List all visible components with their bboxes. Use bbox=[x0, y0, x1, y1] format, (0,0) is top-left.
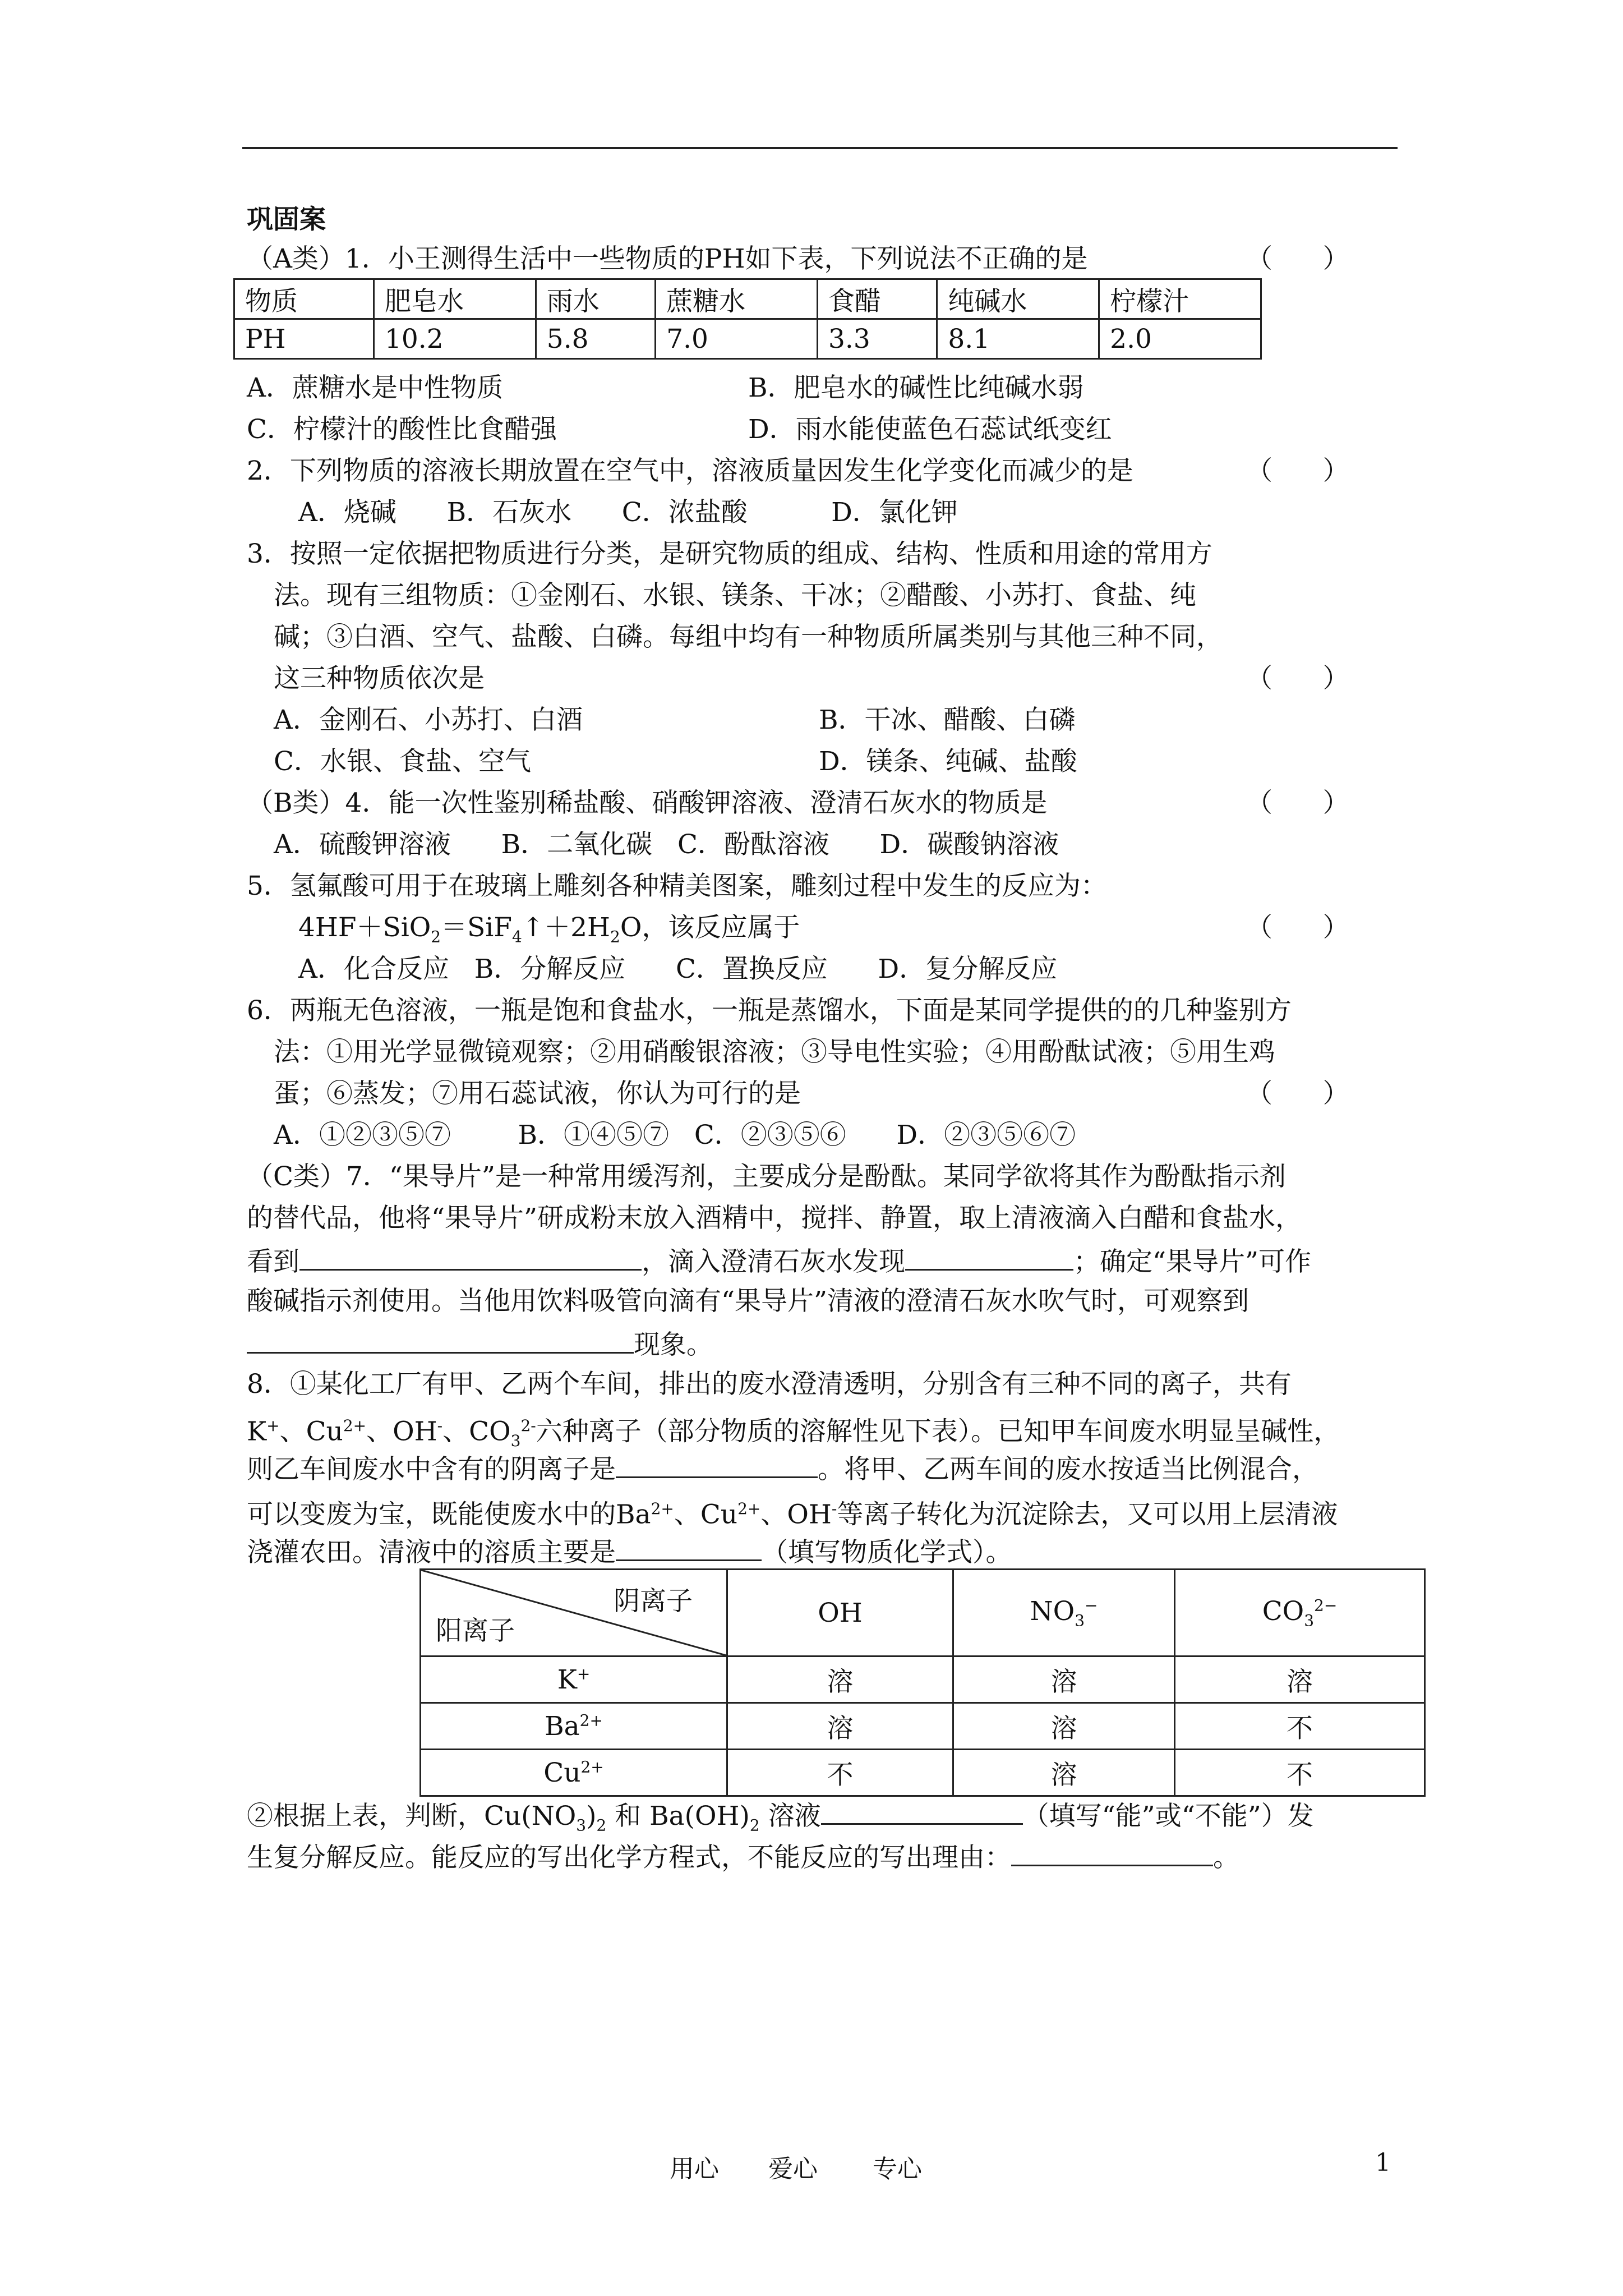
row-header-cation: $Cu^{2+}$ bbox=[421, 1750, 727, 1796]
column-header-co3: $CO_3^{2-}$ bbox=[1175, 1570, 1425, 1657]
q2-answer-paren: （ ） bbox=[1246, 455, 1349, 486]
table-cell: 不 bbox=[727, 1750, 953, 1796]
table-cell: 柠檬汁 bbox=[1099, 279, 1261, 319]
table-cell: 不 bbox=[1175, 1703, 1425, 1750]
table-cell: 雨水 bbox=[536, 279, 655, 319]
q6-line2: 法：①用光学显微镜观察；②用硝酸银溶液；③导电性实验；④用酚酞试液；⑤用生鸡 bbox=[274, 1037, 1275, 1068]
q3-option-a: A．金刚石、小苏打、白酒 bbox=[274, 705, 583, 735]
answer-blank[interactable] bbox=[1011, 1840, 1213, 1866]
answer-blank[interactable] bbox=[616, 1535, 762, 1561]
q1-answer-paren: （ ） bbox=[1246, 243, 1349, 274]
table-cell: 溶 bbox=[1175, 1657, 1425, 1703]
table-cell: 食醋 bbox=[817, 279, 937, 319]
table-cell: 10.2 bbox=[374, 319, 536, 359]
footer-motto-1: 用心 bbox=[670, 2155, 719, 2183]
table-cell: 溶 bbox=[727, 1703, 953, 1750]
q3-line3: 碱；③白酒、空气、盐酸、白磷。每组中均有一种物质所属类别与其他三种不同， bbox=[274, 622, 1223, 652]
column-header-no3: $NO_3^-$ bbox=[953, 1570, 1175, 1657]
q3-line1: 3．按照一定依据把物质进行分类，是研究物质的组成、结构、性质和用途的常用方 bbox=[247, 539, 1212, 569]
table-cell: 肥皂水 bbox=[374, 279, 536, 319]
q8-line4: 可以变废为宝，既能使废水中的$Ba^{2+}$、$Cu^{2+}$、OH-等离子转化为沉淀除去，又可以用上层清液 bbox=[247, 1499, 1338, 1530]
footer-motto-3: 专心 bbox=[873, 2155, 922, 2183]
row-header-cation: $Ba^{2+}$ bbox=[421, 1703, 727, 1750]
column-header-oh: OH bbox=[727, 1570, 953, 1657]
table-cell: 溶 bbox=[953, 1703, 1175, 1750]
table-cell: 纯碱水 bbox=[937, 279, 1099, 319]
table-cell: 5.8 bbox=[536, 319, 655, 359]
q8-part2-line1: ②根据上表，判断，$Cu(NO_3)_2$ 和 $Ba(OH)_2$ 溶液 （填写“能”或“不能”）发 bbox=[247, 1798, 1402, 1830]
q7-line4: 酸碱指示剂使用。当他用饮料吸管向滴有“果导片”清液的澄清石灰水吹气时，可观察到 bbox=[247, 1286, 1249, 1317]
table-cell: 溶 bbox=[727, 1657, 953, 1703]
q6-options: A．①②③⑤⑦ B．①④⑤⑦ C．②③⑤⑥ D．②③⑤⑥⑦ bbox=[274, 1120, 1076, 1151]
q1-option-c: C．柠檬汁的酸性比食醋强 bbox=[247, 414, 557, 445]
table-cell: 物质 bbox=[234, 279, 374, 319]
header-anion-label: 阴离子 bbox=[614, 1586, 693, 1617]
header-diagonal-cell bbox=[421, 1570, 727, 1657]
q1-option-b: B．肥皂水的碱性比纯碱水弱 bbox=[748, 372, 1084, 403]
q3-option-d: D．镁条、纯碱、盐酸 bbox=[819, 746, 1077, 777]
q8-line1: 8．①某化工厂有甲、乙两个车间，排出的废水澄清透明，分别含有三种不同的离子，共有 bbox=[247, 1369, 1292, 1400]
table-cell: 8.1 bbox=[937, 319, 1099, 359]
solubility-table bbox=[419, 1568, 1426, 1797]
footer-motto-2: 爱心 bbox=[768, 2155, 818, 2183]
q7-line3: 看到 ，滴入澄清石灰水发现 ；确定“果导片”可作 bbox=[247, 1244, 1402, 1276]
section-title: 巩固案 bbox=[247, 204, 326, 235]
table-row bbox=[421, 1657, 1425, 1703]
ph-table-value-row bbox=[234, 319, 1261, 359]
answer-blank[interactable] bbox=[299, 1244, 642, 1271]
q3-option-c: C．水银、食盐、空气 bbox=[274, 746, 531, 777]
answer-blank[interactable] bbox=[821, 1798, 1023, 1825]
q8-part2-line2: 生复分解反应。能反应的写出化学方程式，不能反应的写出理由： 。 bbox=[247, 1840, 1402, 1871]
q3-line2: 法。现有三组物质：①金刚石、水银、镁条、干冰；②醋酸、小苏打、食盐、纯 bbox=[274, 580, 1196, 611]
q1-option-a: A．蔗糖水是中性物质 bbox=[247, 372, 503, 403]
q5-options: A．化合反应 B．分解反应 C．置换反应 D．复分解反应 bbox=[298, 954, 1058, 984]
q4-options: A．硫酸钾溶液 B．二氧化碳 C．酚酞溶液 D．碳酸钠溶液 bbox=[274, 829, 1059, 860]
table-row bbox=[421, 1703, 1425, 1750]
q7-line5: 现象。 bbox=[247, 1327, 1402, 1359]
ph-table-header-row bbox=[234, 279, 1261, 319]
q6-answer-paren: （ ） bbox=[1246, 1078, 1349, 1109]
page-number: 1 bbox=[1375, 2148, 1391, 2177]
table-cell: 蔗糖水 bbox=[656, 279, 818, 319]
answer-blank[interactable] bbox=[247, 1327, 634, 1354]
q3-option-b: B．干冰、醋酸、白磷 bbox=[819, 705, 1076, 735]
q8-line5: 浇灌农田。清液中的溶质主要是 （填写物质化学式）。 bbox=[247, 1535, 1402, 1566]
table-cell: 溶 bbox=[953, 1750, 1175, 1796]
q1-option-d: D．雨水能使蓝色石蕊试纸变红 bbox=[748, 414, 1112, 445]
q7-line2: 的替代品，他将“果导片”研成粉末放入酒精中，搅拌、静置，取上清液滴入白醋和食盐水， bbox=[247, 1203, 1302, 1234]
q3-answer-paren: （ ） bbox=[1246, 663, 1349, 694]
ph-table bbox=[233, 278, 1262, 360]
q7-line1: （C类）7．“果导片”是一种常用缓泻剂，主要成分是酚酞。某同学欲将其作为酚酞指示剂 bbox=[247, 1161, 1286, 1192]
answer-blank[interactable] bbox=[905, 1244, 1073, 1271]
q6-line3: 蛋；⑥蒸发；⑦用石蕊试液，你认为可行的是 bbox=[274, 1078, 801, 1109]
q6-line1: 6．两瓶无色溶液，一瓶是饱和食盐水，一瓶是蒸馏水，下面是某同学提供的的几种鉴别方 bbox=[247, 995, 1292, 1026]
answer-blank[interactable] bbox=[616, 1452, 818, 1478]
q5-line1: 5．氢氟酸可用于在玻璃上雕刻各种精美图案，雕刻过程中发生的反应为： bbox=[247, 871, 1107, 901]
q4-answer-paren: （ ） bbox=[1246, 788, 1349, 818]
q2-options: A．烧碱 B．石灰水 C．浓盐酸 D．氯化钾 bbox=[298, 497, 958, 528]
q2-stem: 2．下列物质的溶液长期放置在空气中，溶液质量因发生化学变化而减少的是 bbox=[247, 455, 1133, 486]
table-row bbox=[421, 1750, 1425, 1796]
table-cell: 3.3 bbox=[817, 319, 937, 359]
q1-stem: （A类）1．小王测得生活中一些物质的PH如下表，下列说法不正确的是 bbox=[247, 243, 1088, 274]
table-cell: PH bbox=[234, 319, 374, 359]
q3-line4: 这三种物质依次是 bbox=[274, 663, 485, 694]
q8-line3: 则乙车间废水中含有的阴离子是 。将甲、乙两车间的废水按适当比例混合， bbox=[247, 1452, 1402, 1483]
q8-line2: K+、$Cu^{2+}$、OH-、$CO_3^{2-}$六种离子（部分物质的溶解性见下表）。已知甲车间废水明显呈碱性， bbox=[247, 1416, 1340, 1451]
row-header-cation: K+ bbox=[421, 1657, 727, 1703]
solubility-header-row bbox=[421, 1570, 1425, 1657]
q5-equation: $4HF+SiO_2=SiF_4↑+2H_2O$，该反应属于 bbox=[298, 912, 800, 946]
header-rule bbox=[242, 147, 1398, 149]
header-cation-label: 阳离子 bbox=[436, 1616, 515, 1646]
q5-answer-paren: （ ） bbox=[1246, 912, 1349, 943]
q4-stem: （B类）4．能一次性鉴别稀盐酸、硝酸钾溶液、澄清石灰水的物质是 bbox=[247, 788, 1048, 818]
table-cell: 2.0 bbox=[1099, 319, 1261, 359]
table-cell: 7.0 bbox=[656, 319, 818, 359]
table-cell: 溶 bbox=[953, 1657, 1175, 1703]
table-cell: 不 bbox=[1175, 1750, 1425, 1796]
